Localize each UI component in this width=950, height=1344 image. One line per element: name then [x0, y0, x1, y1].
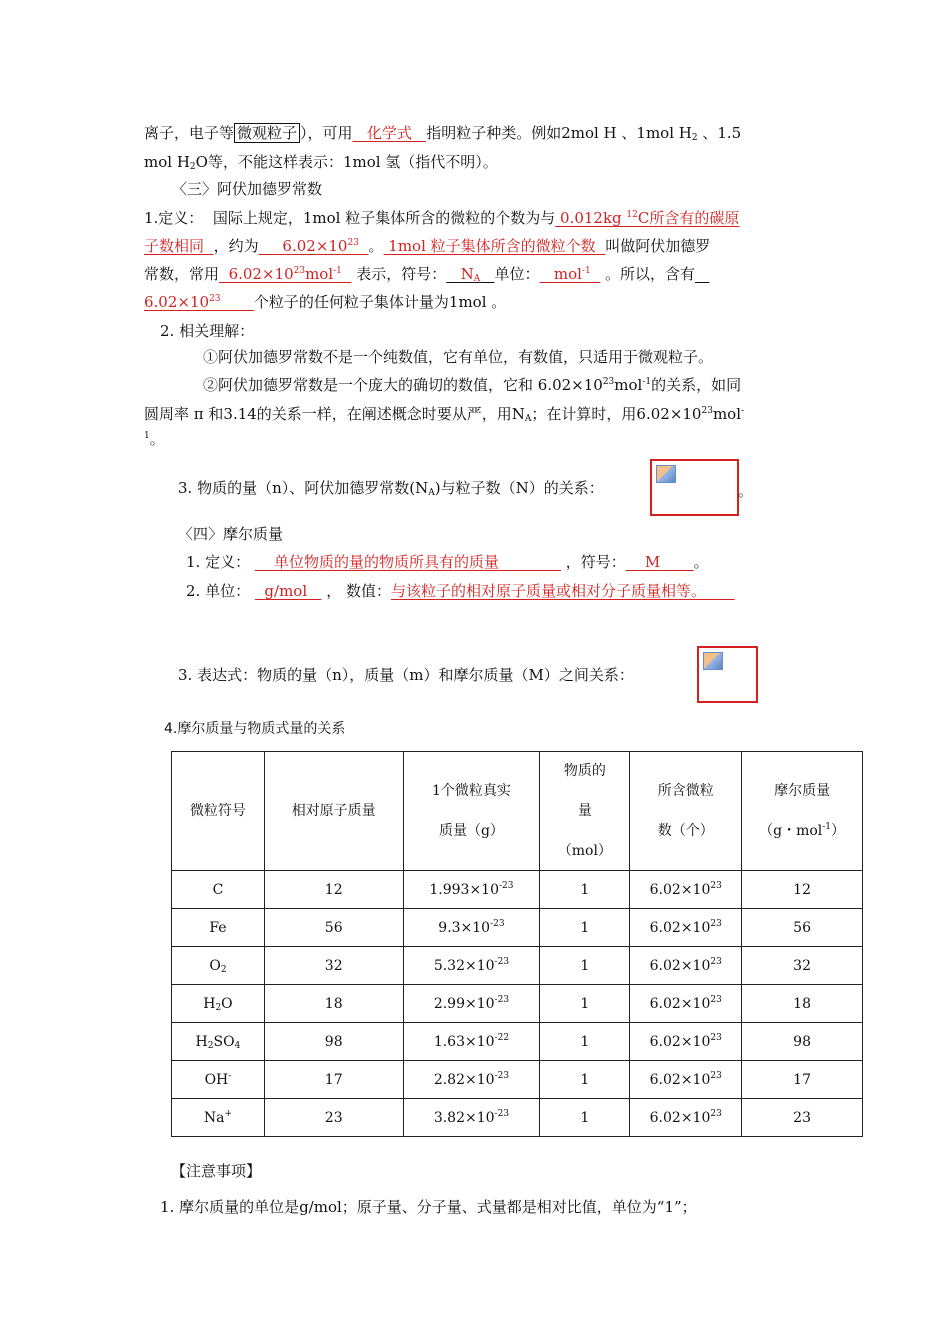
- cell-molar-mass: 98: [742, 1023, 863, 1061]
- header-relative-mass: 相对原子质量: [264, 752, 403, 871]
- cell-real-mass: $3.82\times 10^{-23}$: [403, 1099, 540, 1137]
- cell-real-mass: $2.99\times 10^{-23}$: [403, 985, 540, 1023]
- cell-relative-mass: 32: [264, 947, 403, 985]
- answer-count: $6.02\times 10^{23}$: [144, 293, 221, 311]
- relation-line-end: 。: [738, 482, 754, 500]
- cell-relative-mass: 23: [264, 1099, 403, 1137]
- cell-amount: 1: [540, 947, 630, 985]
- table-row: [172, 871, 863, 909]
- cell-relative-mass: 12: [264, 871, 403, 909]
- answer-symbol: $N_A$: [460, 265, 481, 284]
- answer-same-count: 子数相同: [144, 237, 205, 255]
- table-row: [172, 1061, 863, 1099]
- answer-approx-value: $6.02\times 10^{23}$: [282, 237, 359, 255]
- understanding-point-2-cont: 圆周率 π 和3.14的关系一样，在阐述概念时要从严，用$N_A$；在计算时，用$6.02\times 10^{23}mol^-$: [144, 405, 745, 424]
- cell-count: $6.02\times 10^{23}$: [630, 1023, 742, 1061]
- boxed-term: 微观粒子: [234, 123, 300, 143]
- text: 指明粒子种类。例如2mol H 、1mol H: [426, 124, 692, 142]
- cell-real-mass: $5.32\times 10^{-23}$: [403, 947, 540, 985]
- cell-count: $6.02\times 10^{23}$: [630, 1061, 742, 1099]
- expression-line: 3. 表达式：物质的量（n），质量（m）和摩尔质量（M）之间关系：: [178, 666, 634, 684]
- cell-count: $6.02\times 10^{23}$: [630, 871, 742, 909]
- broken-image-icon: [703, 652, 723, 670]
- answer-mol-particles: 1mol 粒子集体所含的微粒个数: [388, 237, 596, 255]
- intro-line-2: mol $H_2O$等，不能这样表示：1mol 氢（指代不明）。: [144, 153, 498, 172]
- section-3-heading: 〈三〉阿伏加德罗常数: [172, 180, 323, 198]
- answer-molar-mass-def: 单位物质的量的物质所具有的质量: [273, 553, 499, 571]
- cell-relative-mass: 18: [264, 985, 403, 1023]
- answer-constant-value: $6.02\times 10^{23}mol^{-1}$: [228, 265, 342, 283]
- cell-symbol: $O_2$: [172, 947, 265, 985]
- cell-symbol: Na+: [172, 1099, 265, 1137]
- understanding-point-2: ②阿伏加德罗常数是一个庞大的确切的数值，它和 $6.02\times 10^{23}mol^{-1}$的关系，如同: [203, 376, 742, 394]
- understanding-point-2-end: $^1$。: [144, 430, 165, 448]
- section-4-heading: 〈四〉摩尔质量: [178, 525, 284, 543]
- cell-molar-mass: 17: [742, 1061, 863, 1099]
- definition-line-2: 子数相同 ，约为 $6.02\times 10^{23}$ 。 1mol 粒子集体所含的微粒个数 叫做阿伏加德罗: [144, 237, 711, 255]
- notes-heading: 【注意事项】: [171, 1162, 262, 1180]
- definition-line-3: 常数，常用 $6.02\times 10^{23}mol^{-1}$ 表示，符号： $N_A$ 单位： mol$^{-1}$ 。所以，含有: [144, 265, 696, 284]
- cell-real-mass: $1.63\times 10^{-22}$: [403, 1023, 540, 1061]
- table-header-row: [172, 752, 863, 871]
- definition-line-4: $6.02\times 10^{23}$ 个粒子的任何粒子集体计量为1mol 。: [144, 293, 507, 311]
- answer-carbon-12: 0.012kg $^{12}$C所含有的碳原: [560, 209, 740, 227]
- cell-symbol: Fe: [172, 909, 265, 947]
- header-real-mass: 1个微粒真实 质量（g）: [403, 752, 540, 871]
- cell-amount: 1: [540, 985, 630, 1023]
- cell-count: $6.02\times 10^{23}$: [630, 909, 742, 947]
- cell-amount: 1: [540, 871, 630, 909]
- cell-molar-mass: 56: [742, 909, 863, 947]
- table-row: [172, 1099, 863, 1137]
- header-count: 所含微粒 数（个）: [630, 752, 742, 871]
- cell-amount: 1: [540, 1099, 630, 1137]
- table-row: [172, 947, 863, 985]
- note-1: 1. 摩尔质量的单位是g/mol；原子量、分子量、式量都是相对比值，单位为“1”；: [160, 1198, 697, 1216]
- cell-amount: 1: [540, 1023, 630, 1061]
- header-amount: 物质的 量 （mol）: [540, 752, 630, 871]
- answer-molar-mass-unit: g/mol: [264, 582, 308, 600]
- formula-image-n-na-n: [650, 459, 739, 516]
- cell-count: $6.02\times 10^{23}$: [630, 1099, 742, 1137]
- cell-molar-mass: 32: [742, 947, 863, 985]
- cell-relative-mass: 56: [264, 909, 403, 947]
- answer-unit: mol$^{-1}$: [553, 265, 591, 283]
- answer-molar-mass-value: 与该粒子的相对原子质量或相对分子质量相等。: [391, 582, 707, 600]
- cell-real-mass: $2.82\times 10^{-23}$: [403, 1061, 540, 1099]
- cell-symbol: $H_2O$: [172, 985, 265, 1023]
- broken-image-icon: [656, 465, 676, 483]
- understanding-heading: 2. 相关理解：: [160, 322, 255, 340]
- cell-molar-mass: 18: [742, 985, 863, 1023]
- molar-mass-table: [171, 751, 863, 1137]
- answer-chemical-formula: 化学式: [366, 124, 412, 142]
- cell-molar-mass: 12: [742, 871, 863, 909]
- cell-count: $6.02\times 10^{23}$: [630, 947, 742, 985]
- understanding-point-1: ①阿伏加德罗常数不是一个纯数值，它有单位，有数值，只适用于微观粒子。: [203, 348, 714, 366]
- answer-molar-mass-symbol: M: [644, 553, 661, 571]
- text: 离子，电子等: [144, 124, 235, 142]
- cell-molar-mass: 23: [742, 1099, 863, 1137]
- table-row: [172, 1023, 863, 1061]
- definition-line-1: 1.定义： 国际上规定，1mol 粒子集体所含的微粒的个数为与 0.012kg $^{12}$C所含有的碳原: [144, 209, 740, 227]
- cell-real-mass: $1.993\times 10^{-23}$: [403, 871, 540, 909]
- header-molar-mass: 摩尔质量 （g・mol$^{-1}$）: [742, 752, 863, 871]
- cell-relative-mass: 98: [264, 1023, 403, 1061]
- cell-relative-mass: 17: [264, 1061, 403, 1099]
- cell-symbol: C: [172, 871, 265, 909]
- relation-title: 4.摩尔质量与物质式量的关系: [164, 721, 346, 737]
- intro-line-1: 离子，电子等 微观粒子 ），可用 化学式 指明粒子种类。例如2mol H 、1mol $H_2$ 、1.5: [144, 124, 742, 143]
- table-row: [172, 909, 863, 947]
- text: ），可用: [300, 124, 353, 142]
- cell-count: $6.02\times 10^{23}$: [630, 985, 742, 1023]
- molar-mass-definition: 1. 定义： 单位物质的量的物质所具有的质量 ，符号： M 。: [186, 553, 709, 571]
- cell-amount: 1: [540, 1061, 630, 1099]
- cell-real-mass: $9.3\times 10^{-23}$: [403, 909, 540, 947]
- molar-mass-unit: 2. 单位： g/mol ， 数值：与该粒子的相对原子质量或相对分子质量相等。: [186, 580, 735, 602]
- table-row: [172, 985, 863, 1023]
- cell-amount: 1: [540, 909, 630, 947]
- cell-symbol: $H_2SO_4$: [172, 1023, 265, 1061]
- cell-symbol: OH-: [172, 1061, 265, 1099]
- relation-line: 3. 物质的量（n）、阿伏加德罗常数$(N_A)$与粒子数（N）的关系：: [178, 479, 604, 498]
- formula-image-n-m-m: [697, 646, 758, 703]
- header-symbol: 微粒符号: [172, 752, 265, 871]
